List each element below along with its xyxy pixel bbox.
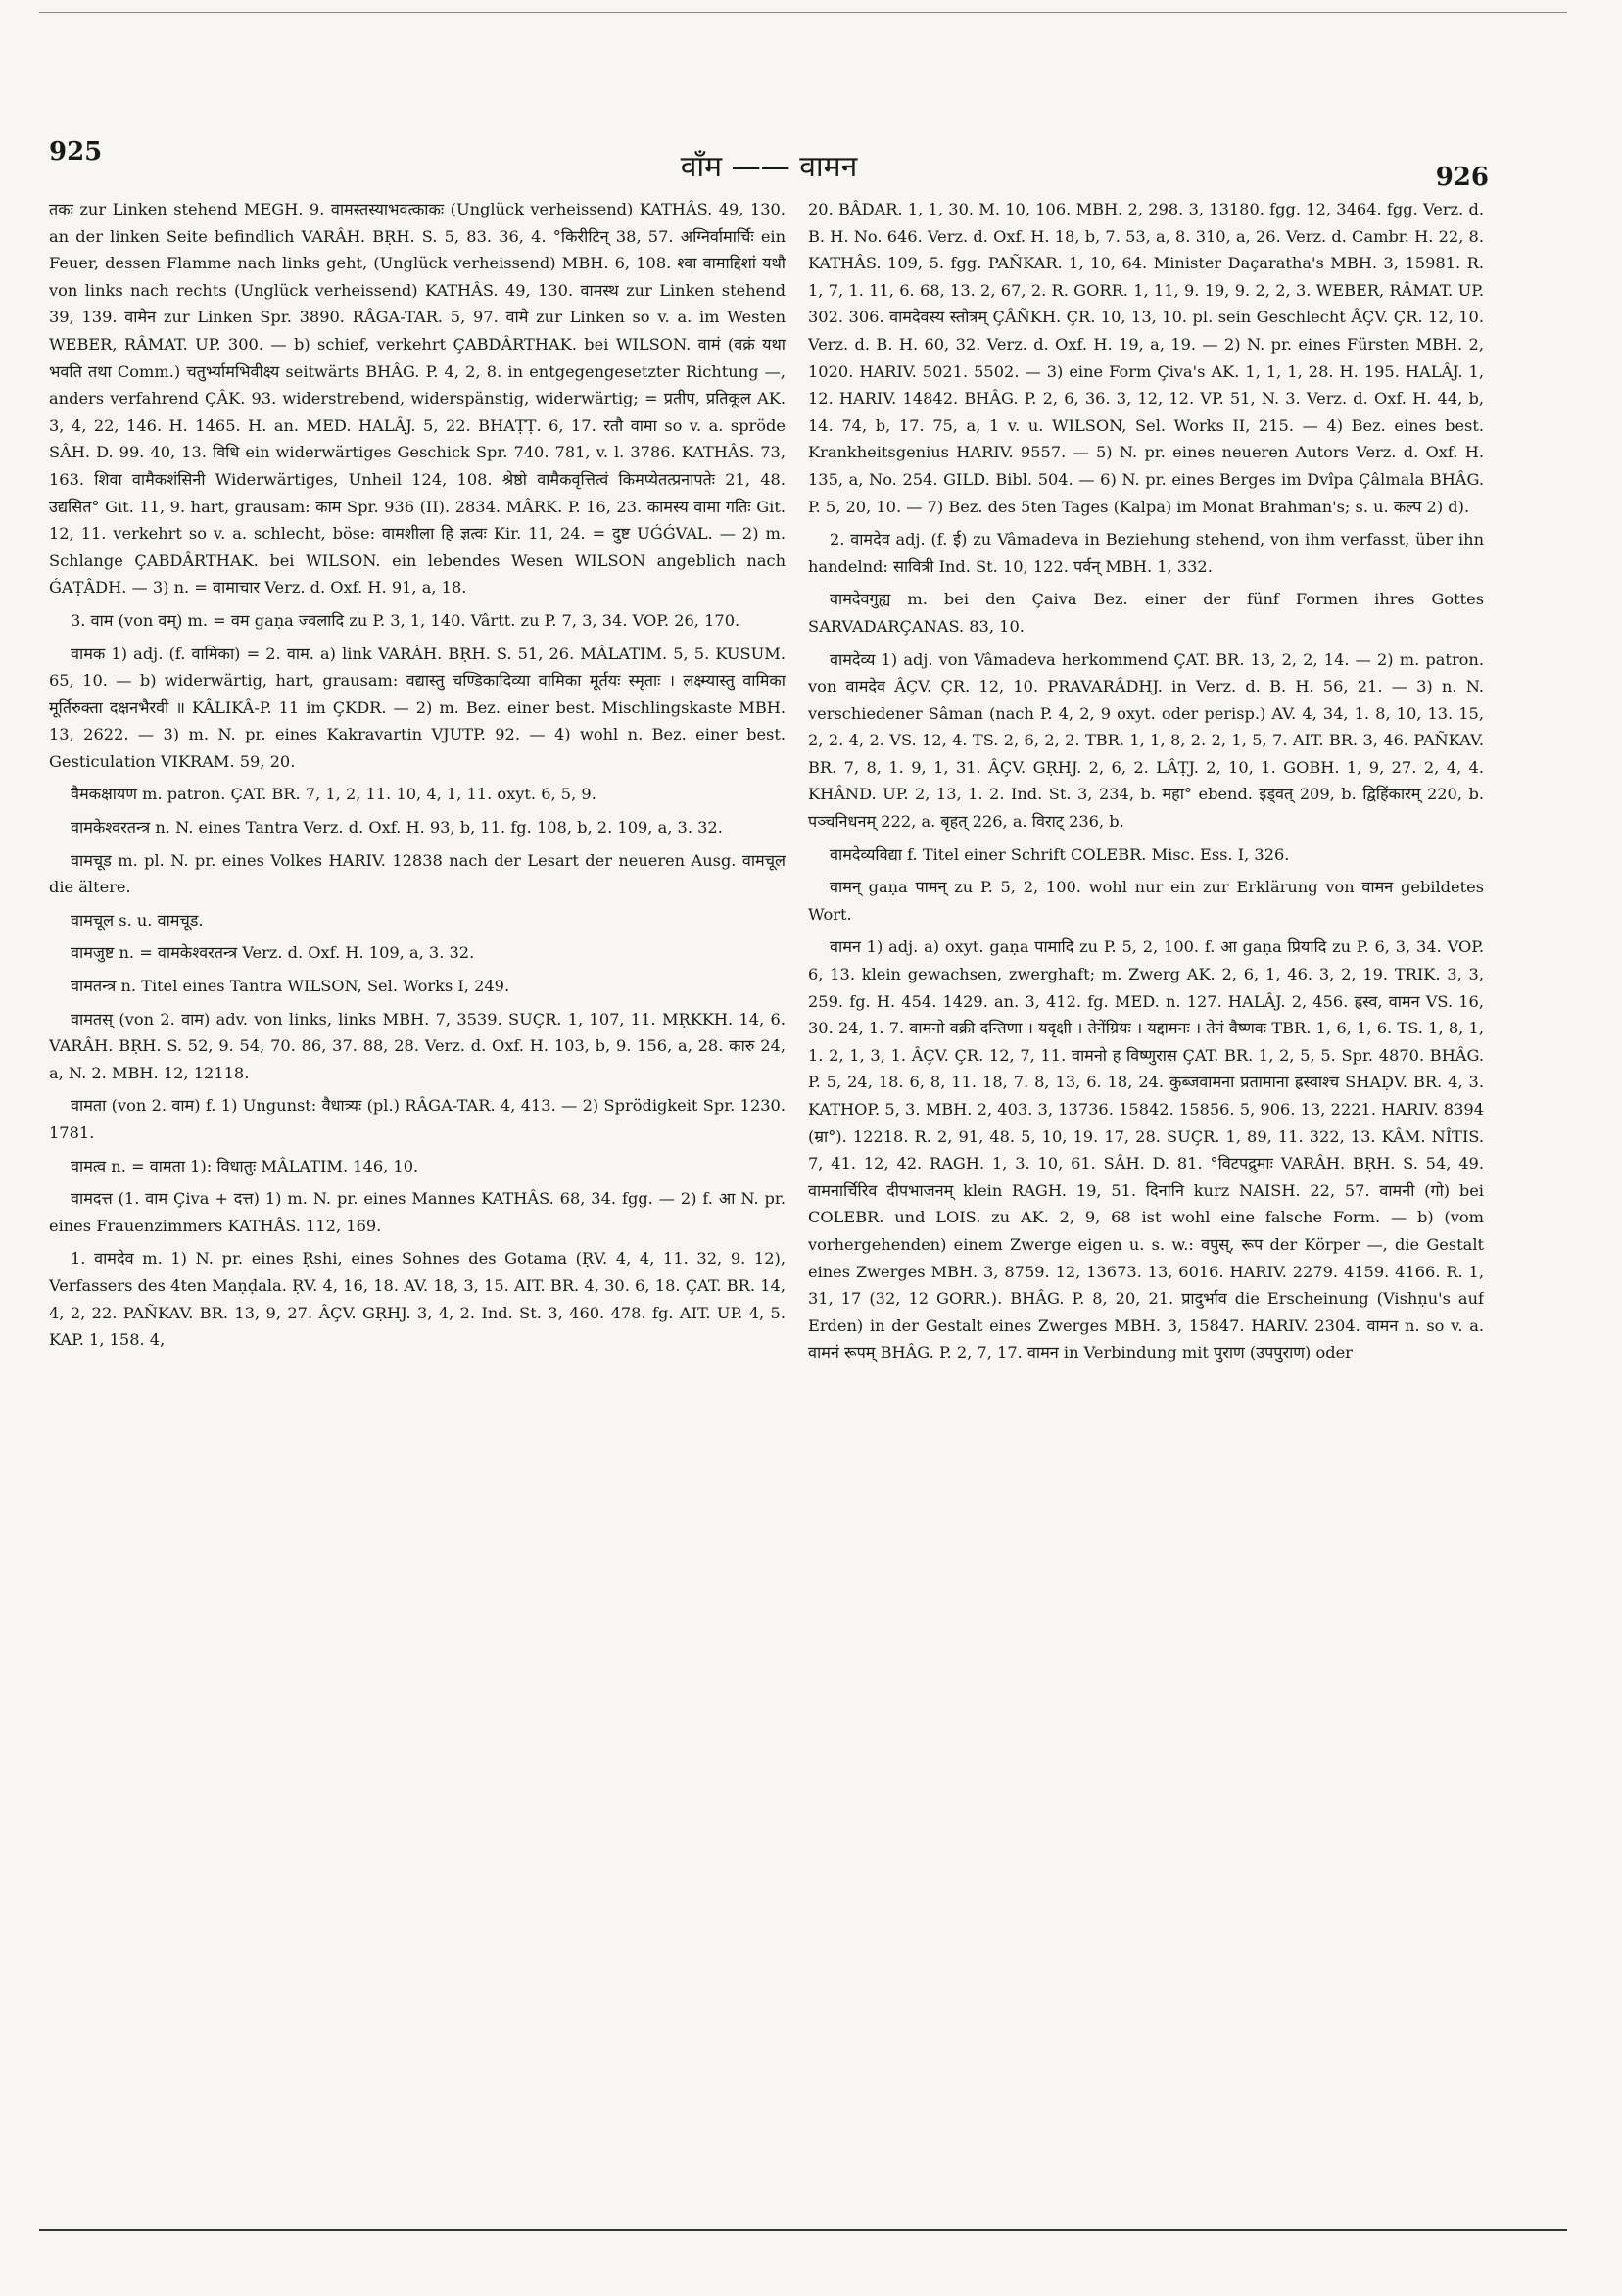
- page-header: [49, 137, 1489, 196]
- left-column: [49, 196, 786, 2194]
- entry-paragraph: वैमकक्षायण m. patron. ÇAT. BR. 7, 1, 2, 11. 10, 4, 1, 11. oxyt. 6, 5, 9.: [71, 785, 596, 804]
- entry-paragraph: वामजुष्ट n. = वामकेश्वरतन्त्र Verz. d. Oxf. H. 109, a, 3. 32.: [71, 943, 475, 963]
- entry-paragraph: वामदत्त (1. वाम Çiva + दत्त) 1) m. N. pr. eines Mannes KATHÂS. 68, 34. fgg. — 2) f. आ N. pr. eines Frauenzimmers KATHÂS. 112, 169.: [49, 1189, 786, 1235]
- page-number-left: 925: [49, 137, 103, 167]
- entry-paragraph: वामचूल s. u. वामचूड.: [71, 910, 204, 930]
- running-title: वाँम —— वामन: [680, 150, 858, 184]
- entry-paragraph: वामचूड m. pl. N. pr. eines Volkes HARIV. 12838 nach der Lesart der neueren Ausg. वामचूल die ältere.: [49, 850, 786, 897]
- entry-paragraph: वामत्व n. = वामता 1): विधातुः MÂLATIM. 146, 10.: [71, 1156, 419, 1175]
- entry-paragraph: वामदेव्यविद्या f. Titel einer Schrift COLEBR. Misc. Ess. I, 326.: [830, 844, 1290, 864]
- entry-paragraph: वामन् gaṇa पामन् zu P. 5, 2, 100. wohl nur ein zur Erklärung von वामन gebildetes Wort.: [808, 878, 1484, 924]
- page-number-right: 926: [1435, 163, 1489, 192]
- entry-paragraph: 2. वामदेव adj. (f. ई) zu Vâmadeva in Beziehung stehend, von ihm verfasst, über ihn handelnd: सावित्री Ind. St. 10, 122. पर्वन् MBH. 1, 332.: [808, 530, 1484, 576]
- right-column: [808, 196, 1484, 2194]
- entry-paragraph: वामदेवगुह्य m. bei den Çaiva Bez. einer der fünf Formen ihres Gottes SARVADARÇANAS. 83, 10.: [808, 590, 1484, 636]
- entry-paragraph: वामदेव्य 1) adj. von Vâmadeva herkommend ÇAT. BR. 13, 2, 2, 14. — 2) m. patron. von वामदेव ÂÇV. ÇR. 12, 10. PRAVARÂDHJ. in Verz. d. B. H. 56, 21. — 3) n. N. verschiedener Sâman (nach P. 4, 2, 9 oxyt. oder perisp.) AV. 4, 34, 1. 8, 10, 13. 15, 2, 2. 4, 2. VS. 12, 4. TS. 2, 6, 2, 2. TBR. 1, 1, 8, 2. 2, 1, 5, 7. AIT. BR. 3, 46. PAÑKAV. BR. 7, 8, 1. 9, 1, 31. ÂÇV. GṚHJ. 2, 6, 2. LÂṬJ. 2, 10, 1. GOBH. 1, 9, 27. 2, 4, 4. KHÂND. UP. 2, 13, 1. 2. Ind. St. 3, 234, b. महा° ebend. इड्वत् 209, b. द्विहिंकारम् 220, b. पञ्चनिधनम् 222, a. बृहत् 226, a. विराट् 236, b.: [808, 649, 1484, 832]
- entry-paragraph: 3. वाम (von वम्) m. = वम gaṇa ज्वलादि zu P. 3, 1, 140. Vârtt. zu P. 7, 3, 34. VOP. 26, 170.: [71, 610, 740, 630]
- entry-paragraph: वामक 1) adj. (f. वामिका) = 2. वाम. a) link VARÂH. BṚH. S. 51, 26. MÂLATIM. 5, 5. KUSUM. 65, 10. — b) widerwärtig, hart, grausam: वद्यास्तु चण्डिकादिव्या वामिका मूर्तयः स्मृताः । लक्ष्म्यास्तु वामिका मूर्तिरुक्ता दक्षनभैरवी ॥ KÂLIKÂ-P. 11 im ÇKDR. — 2) m. Bez. einer best. Mischlingskaste MBH. 13, 2622. — 3) m. N. pr. eines Kakravartin VJUTP. 92. — 4) wohl n. Bez. einer best. Gesticulation VIKRAM. 59, 20.: [49, 644, 786, 771]
- entry-paragraph: तकः zur Linken stehend MEGH. 9. वामस्तस्याभवत्काकः (Unglück verheissend) KATHÂS. 49, 130. an der linken Seite befindlich VARÂH. BṚH. S. 5, 83. 36, 4. °किरीटिन् 38, 57. अग्निर्वामार्चिः ein Feuer, dessen Flamme nach links geht, (Unglück verheissend) MBH. 6, 108. श्वा वामाद्दिशां यथौ von links nach rechts (Unglück verheissend) KATHÂS. 49, 130. वामस्थ zur Linken stehend 39, 139. वामेन zur Linken Spr. 3890. RÂGA-TAR. 5, 97. वामे zur Linken so v. a. im Westen WEBER, RÂMAT. UP. 300. — b) schief, verkehrt ÇABDÂRTHAK. bei WILSON. वामं (वक्रं यथा भवति तथा Comm.) चतुर्भ्यामभिवीक्ष्य seitwärts BHÂG. P. 4, 2, 8. in entgegengesetzter Richtung —, anders verfahrend ÇÂK. 93. widerstrebend, widerspänstig, widerwärtig; = प्रतीप, प्रतिकूल AK. 3, 4, 22, 146. H. 1465. H. an. MED. HALÂJ. 5, 22. BHAṬṬ. 6, 17. रतौ वामा so v. a. spröde SÂH. D. 99. 40, 13. विधि ein widerwärtiges Geschick Spr. 740. 781, v. l. 3786. KATHÂS. 73, 163. शिवा वामैकशंसिनी Widerwärtiges, Unheil 124, 108. श्रेष्ठो वामैकवृत्तित्वं किमप्येतत्प्रनापतेः 21, 48. उद्यसित° Git. 11, 9. hart, grausam: काम Spr. 936 (II). 2834. MÂRK. P. 16, 23. कामस्य वामा गतिः Git. 12, 11. verkehrt so v. a. schlecht, böse: वामशीला हि ज्ञत्वः Kir. 11, 24. = दुष्ट UǴǴVAL. — 2) m. Schlange ÇABDÂRTHAK. bei WILSON. ein lebendes Wesen WILSON angeblich nach ǴAṬÂDH. — 3) n. = वामाचार Verz. d. Oxf. H. 91, a, 18.: [49, 200, 786, 598]
- entry-paragraph: 20. BÂDAR. 1, 1, 30. M. 10, 106. MBH. 2, 298. 3, 13180. fgg. 12, 3464. fgg. Verz. d. B. H. No. 646. Verz. d. Oxf. H. 18, b, 7. 53, a, 8. 310, a, 26. Verz. d. Cambr. H. 22, 8. KATHÂS. 109, 5. fgg. PAÑKAR. 1, 10, 64. Minister Daçaratha's MBH. 3, 15981. R. 1, 7, 1. 11, 6. 68, 13. 2, 67, 2. R. GORR. 1, 11, 9. 19, 9. 2, 2, 3. WEBER, RÂMAT. UP. 302. 306. वामदेवस्य स्तोत्रम् ÇÂÑKH. ÇR. 10, 13, 10. pl. sein Geschlecht ÂÇV. ÇR. 12, 10. Verz. d. B. H. 60, 32. Verz. d. Oxf. H. 19, a, 19. — 2) N. pr. eines Fürsten MBH. 2, 1020. HARIV. 5021. 5502. — 3) eine Form Çiva's AK. 1, 1, 1, 28. H. 195. HALÂJ. 1, 12. HARIV. 14842. BHÂG. P. 2, 6, 36. 3, 12, 12. VP. 51, N. 3. Verz. d. Oxf. H. 44, b, 14. 74, b, 17. 75, a, 1 v. u. WILSON, Sel. Works II, 215. — 4) Bez. eines best. Krankheitsgenius HARIV. 9557. — 5) N. pr. eines neueren Autors Verz. d. Oxf. H. 135, a, No. 254. GILD. Bibl. 504. — 6) N. pr. eines Berges im Dvîpa Çâlmala BHÂG. P. 5, 20, 10. — 7) Bez. des 5ten Tages (Kalpa) im Monat Brahman's; s. u. कल्प 2) d).: [808, 200, 1484, 516]
- entry-paragraph: वामतस् (von 2. वाम) adv. von links, links MBH. 7, 3539. SUÇR. 1, 107, 11. MṚKKH. 14, 6. VARÂH. BṚH. S. 52, 9. 54, 70. 86, 37. 88, 28. Verz. d. Oxf. H. 103, b, 9. 156, a, 28. कारु 24, a, N. 2. MBH. 12, 12118.: [49, 1009, 786, 1082]
- entry-paragraph: वामता (von 2. वाम) f. 1) Ungunst: वैधात्र्यः (pl.) RÂGA-TAR. 4, 413. — 2) Sprödigkeit Spr. 1230. 1781.: [49, 1096, 786, 1142]
- top-rule: [39, 12, 1567, 13]
- entry-paragraph: वामतन्त्र n. Titel eines Tantra WILSON, Sel. Works I, 249.: [71, 977, 510, 996]
- entry-paragraph: वामकेश्वरतन्त्र n. N. eines Tantra Verz. d. Oxf. H. 93, b, 11. fg. 108, b, 2. 109, a, 3. 32.: [71, 818, 723, 837]
- entry-paragraph: 1. वामदेव m. 1) N. pr. eines Ṛshi, eines Sohnes des Gotama (ṚV. 4, 4, 11. 32, 9. 12), Verfassers des 4ten Maṇḍala. ṚV. 4, 16, 18. AV. 18, 3, 15. AIT. BR. 4, 30. 6, 18. ÇAT. BR. 14, 4, 2, 22. PAÑKAV. BR. 13, 9, 27. ÂÇV. GṚHJ. 3, 4, 2. Ind. St. 3, 460. 478. fg. AIT. UP. 4, 5. KAP. 1, 158. 4,: [49, 1249, 786, 1350]
- bottom-rule: [39, 2229, 1567, 2231]
- entry-paragraph: वामन 1) adj. a) oxyt. gaṇa पामादि zu P. 5, 2, 100. f. आ gaṇa प्रियादि zu P. 6, 3, 34. VOP. 6, 13. klein gewachsen, zwerghaft; m. Zwerg AK. 2, 6, 1, 46. 3, 2, 19. TRIK. 3, 3, 259. fg. H. 454. 1429. an. 3, 412. fg. MED. n. 127. HALÂJ. 2, 456. ह्रस्व, वामन VS. 16, 30. 24, 1. 7. वामनो वक्री दन्तिणा । यदृक्षी । तेनेंग्रियः । यद्दामनः । तेनं वैष्णवः TBR. 1, 6, 1, 6. TS. 1, 8, 1, 1. 2, 1, 3, 1. ÂÇV. ÇR. 12, 7, 11. वामनो ह विष्णुरास ÇAT. BR. 1, 2, 5, 5. Spr. 4870. BHÂG. P. 5, 24, 18. 6, 8, 11. 18, 7. 8, 13, 6. 18, 24. कुब्जवामना प्रतामाना ह्रस्वाश्च SHAḌV. BR. 4, 3. KATHOP. 5, 3. MBH. 2, 403. 3, 13736. 15842. 15856. 5, 906. 13, 2221. HARIV. 8394 (म्रा°). 12218. R. 2, 91, 48. 5, 10, 19. 17, 28. SUÇR. 1, 89, 11. 322, 13. KÂM. NÎTIS. 7, 41. 12, 42. RAGH. 1, 3. 10, 61. SÂH. D. 81. °विटपद्रुमाः VARÂH. BṚH. S. 54, 49. वामनार्चिरिव दीपभाजनम् klein RAGH. 19, 51. दिनानि kurz NAISH. 22, 57. वामनी (गो) bei COLEBR. und LOIS. zu AK. 2, 9, 68 ist wohl eine falsche Form. — b) (vom vorhergehenden) einem Zwerge eigen u. s. w.: वपुस्, रूप der Körper —, die Gestalt eines Zwerges MBH. 3, 8759. 12, 13673. 13, 6016. HARIV. 2279. 4159. 4166. R. 1, 31, 17 (32, 12 GORR.). BHÂG. P. 8, 20, 21. प्रादुर्भाव die Erscheinung (Vishṇu's auf Erden) in der Gestalt eines Zwerges MBH. 3, 15847. HARIV. 2304. वामन n. so v. a. वामनं रूपम् BHÂG. P. 2, 7, 17. वामन in Verbindung mit पुराण (उपपुराण) oder: [808, 937, 1484, 1363]
